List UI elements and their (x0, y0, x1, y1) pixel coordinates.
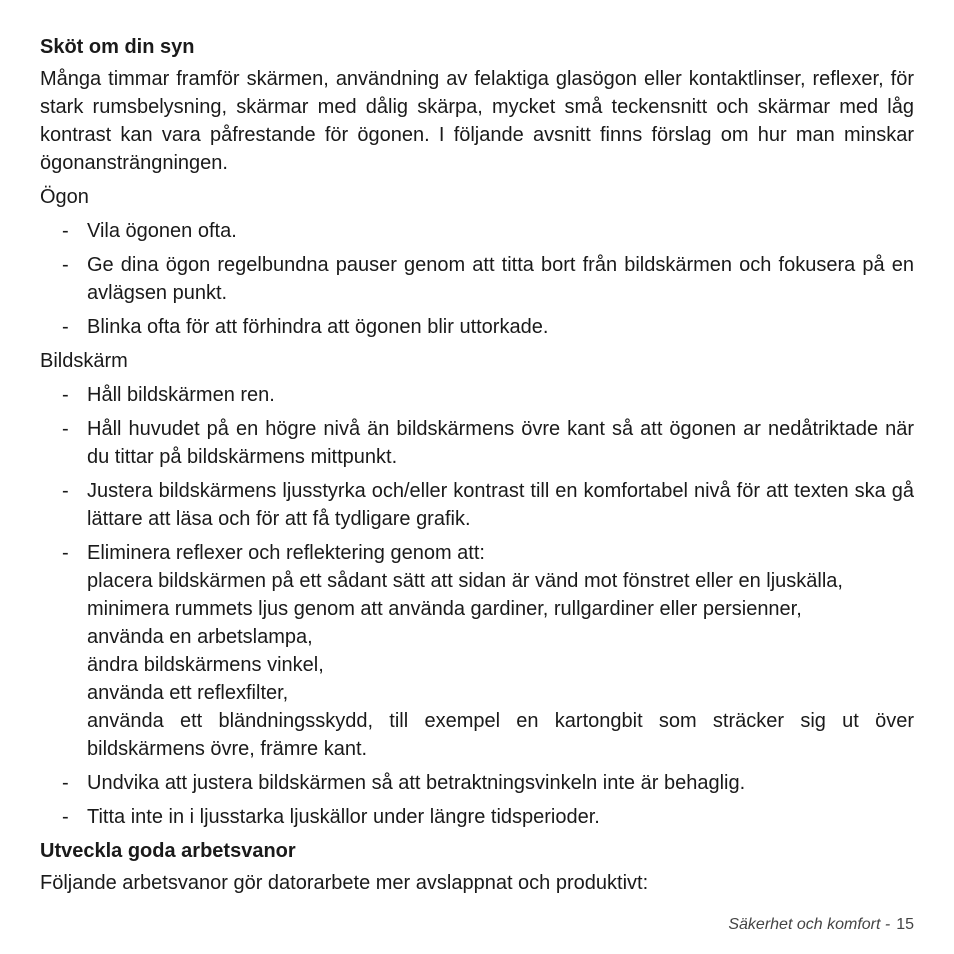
glare-step: minimera rummets ljus genom att använda gardiner, rullgardiner eller persienner, (87, 598, 802, 620)
display-group-label: Bildskärm (40, 350, 128, 372)
glare-step: använda en arbetslampa, (87, 626, 313, 648)
glare-lead: - Eliminera reflexer och reflektering genom att: (87, 542, 485, 564)
list-item: - Undvika att justera bildskärmen så att betraktningsvinkeln inte är behaglig. (40, 769, 914, 797)
section-heading-eye-care: Sköt om din syn (40, 36, 195, 58)
work-habits-intro-paragraph: Följande arbetsvanor gör datorarbete mer avslappnat och produktivt: (40, 872, 649, 894)
glare-step: använda ett reflexfilter, (87, 682, 289, 704)
glare-step: använda ett bländningsskydd, till exempel en kartongbit som sträcker sig ut över bildskärmens övre, främre kant. (87, 710, 914, 760)
list-item: - Håll huvudet på en högre nivå än bildskärmens övre kant så att ögonen ar nedåtriktade när du tittar på bildskärmens mittpunkt. (40, 415, 914, 471)
list-item: - Vila ögonen ofta. (40, 217, 914, 245)
list-item: - Ge dina ögon regelbundna pauser genom att titta bort från bildskärmen och fokusera på en avlägsen punkt. (40, 251, 914, 307)
list-item-glare (40, 539, 914, 763)
eyes-group-label: Ögon (40, 186, 89, 208)
glare-step: ändra bildskärmens vinkel, (87, 654, 324, 676)
document-page (40, 33, 914, 897)
page-number: 15 (896, 916, 914, 933)
eyes-tips-list (40, 217, 914, 341)
list-item: - Titta inte in i ljusstarka ljuskällor under längre tidsperioder. (40, 803, 914, 831)
glare-sub-list (87, 539, 914, 763)
section-heading-work-habits: Utveckla goda arbetsvanor (40, 840, 296, 862)
list-item: - Håll bildskärmen ren. (40, 381, 914, 409)
display-tips-list (40, 381, 914, 831)
page-footer (728, 916, 914, 934)
list-item: - Justera bildskärmens ljusstyrka och/eller kontrast till en komfortabel nivå för att texten ska gå lättare att läsa och för att få tydligare grafik. (40, 477, 914, 533)
glare-step: placera bildskärmen på ett sådant sätt att sidan är vänd mot fönstret eller en ljuskälla, (87, 570, 843, 592)
eye-care-intro-paragraph: Många timmar framför skärmen, användning av felaktiga glasögon eller kontaktlinser, reflexer, för stark rumsbelysning, skärmar med dålig skärpa, mycket små teckensnitt och skärmar med låg kontrast kan vara påfrestande för ögonen. I följande avsnitt finns förslag om hur man minskar ögonansträngningen. (40, 68, 914, 174)
list-item: - Blinka ofta för att förhindra att ögonen blir uttorkade. (40, 313, 914, 341)
footer-section-title: Säkerhet och komfort - (728, 916, 891, 933)
